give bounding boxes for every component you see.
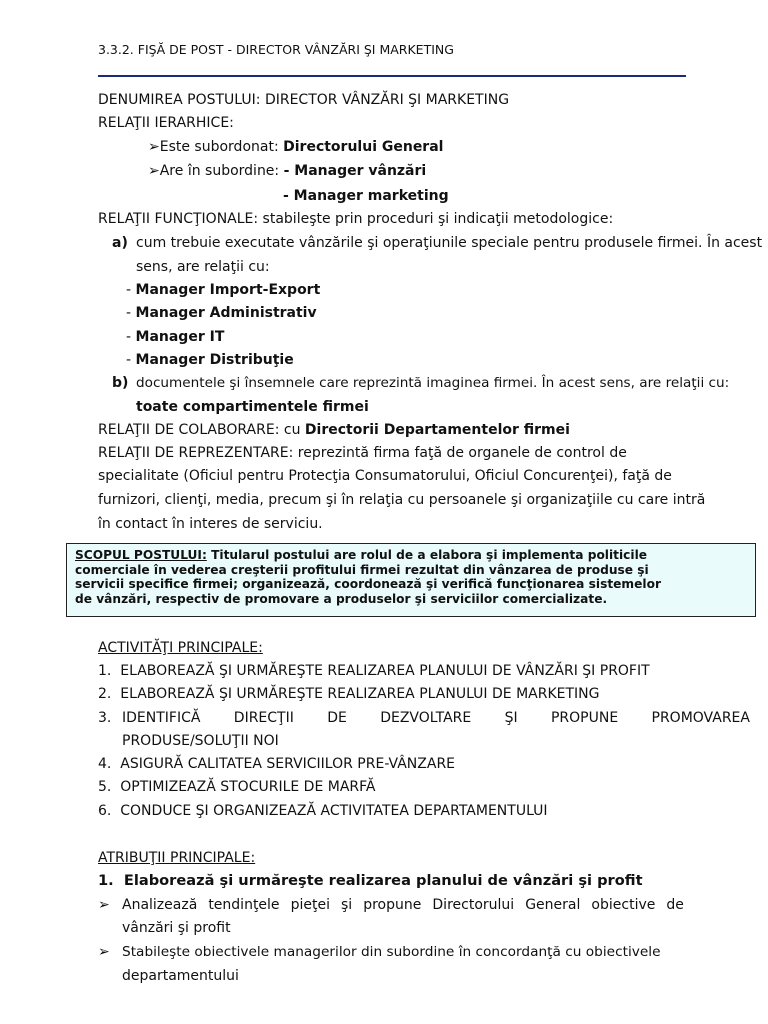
- job-title: DENUMIREA POSTULUI: DIRECTOR VÂNZĂRI ŞI MARKETING: [98, 92, 510, 108]
- representation-line-4: în contact în interes de serviciu.: [98, 516, 323, 532]
- word: şi: [341, 897, 353, 913]
- word: DEZVOLTARE: [380, 710, 472, 726]
- activity-item: 3.: [98, 710, 112, 726]
- word: tendinţele: [208, 897, 280, 913]
- bullet-icon: ➢: [98, 944, 110, 960]
- word: PROPUNE: [550, 710, 619, 726]
- scope-line-2: comerciale în vederea creşterii profitului firmei rezultat din vânzarea de produse şi: [75, 562, 649, 577]
- word: pieţei: [290, 897, 330, 913]
- word: PROMOVAREA: [651, 710, 750, 726]
- activity-3-words: [122, 708, 750, 728]
- word: DIRECŢII: [233, 710, 294, 726]
- functional-relations-intro: stabileşte prin proceduri şi indicaţii metodologice:: [258, 211, 614, 227]
- functional-relations-label: RELAŢII FUNCŢIONALE:: [98, 211, 259, 227]
- item-b-text: documentele şi însemnele care reprezintă imaginea firmei. În acest sens, are relaţii cu:: [136, 375, 730, 391]
- hierarchical-relations-label: RELAŢII IERARHICE:: [98, 115, 234, 131]
- collaboration-value: Directorii Departamentelor firmei: [304, 422, 570, 438]
- activity-item: 4. ASIGURĂ CALITATEA SERVICIILOR PRE-VÂNZARE: [98, 756, 456, 772]
- representation-line-3: furnizori, clienţi, media, precum şi în relaţia cu persoanele şi organizaţiile cu care intră: [98, 492, 706, 508]
- item-a-line-1: cum trebuie executate vânzările şi operaţiunile speciale pentru produsele firmei. În acest: [136, 235, 763, 251]
- scope-line-3: servicii specifice firmei; organizează, coordonează şi verifică funcţionarea sistemelor: [75, 577, 661, 591]
- word: Analizează: [122, 897, 198, 913]
- word: General: [525, 897, 581, 913]
- item-b-value: toate compartimentele firmei: [136, 399, 369, 415]
- word: de: [666, 897, 684, 913]
- attribution-sub-1-words: [122, 895, 684, 915]
- word: propune: [363, 897, 422, 913]
- activities-label: ACTIVITĂŢI PRINCIPALE:: [98, 640, 263, 656]
- functional-relations-row: [98, 209, 613, 229]
- has-under-value-1: - Manager vânzări: [283, 163, 427, 179]
- attribution-sub-2-line-2: departamentului: [122, 968, 239, 984]
- activity-3-line-2: PRODUSE/SOLUŢII NOI: [122, 733, 279, 749]
- attribution-item-1: 1. Elaborează şi urmăreşte realizarea planului de vânzări şi profit: [98, 872, 643, 889]
- activity-item: 1. ELABOREAZĂ ŞI URMĂREŞTE REALIZAREA PLANULUI DE VÂNZĂRI ŞI PROFIT: [98, 663, 650, 679]
- representation-label: RELAŢII DE REPREZENTARE:: [98, 445, 294, 461]
- marker-b: b): [112, 375, 129, 391]
- collaboration-row: [98, 420, 570, 440]
- scope-box: [66, 543, 756, 617]
- attribution-sub-1-line-1: [122, 895, 684, 915]
- subordinate-to-row: [148, 137, 443, 157]
- activity-item: 6. CONDUCE ŞI ORGANIZEAZĂ ACTIVITATEA DEPARTAMENTULUI: [98, 803, 548, 819]
- scope-line-4: de vânzări, respectiv de promovare a produselor şi serviciilor comercializate.: [75, 591, 608, 606]
- word: ŞI: [504, 710, 518, 726]
- word: Directorului: [432, 897, 515, 913]
- has-under-row: [148, 161, 426, 181]
- marker-a: a): [112, 235, 128, 251]
- has-under-prefix: ➢Are în subordine:: [148, 163, 284, 179]
- document-heading: 3.3.2. FIŞĂ DE POST - DIRECTOR VÂNZĂRI ŞI MARKETING: [98, 42, 454, 57]
- representation-line-1: reprezintă firma faţă de organele de control de: [293, 445, 627, 461]
- representation-row: [98, 443, 627, 463]
- scope-line-1: SCOPUL POSTULUI: Titularul postului are rolul de a elabora şi implementa politicile: [75, 548, 648, 562]
- has-under-value-2: - Manager marketing: [283, 188, 449, 204]
- subordinate-to-prefix: ➢Este subordonat:: [148, 139, 284, 155]
- bullet-icon: ➢: [98, 897, 110, 913]
- attribution-sub-1-line-2: vânzări şi profit: [122, 920, 231, 936]
- relation-item: - Manager Distribuţie: [126, 352, 294, 368]
- word: DE: [327, 710, 347, 726]
- scope-label: SCOPUL POSTULUI:: [75, 548, 207, 562]
- activity-item: 5. OPTIMIZEAZĂ STOCURILE DE MARFĂ: [98, 779, 376, 795]
- relation-item: - Manager Administrativ: [126, 305, 317, 321]
- item-a-line-2: sens, are relaţii cu:: [136, 259, 270, 275]
- collaboration-prefix: cu: [279, 422, 305, 438]
- attribution-sub-2-line-1: Stabileşte obiectivele managerilor din subordine în concordanţă cu obiectivele: [122, 944, 661, 960]
- word: IDENTIFICĂ: [122, 710, 201, 726]
- activity-item: 2. ELABOREAZĂ ŞI URMĂREŞTE REALIZAREA PLANULUI DE MARKETING: [98, 686, 600, 702]
- heading-rule: [98, 75, 686, 77]
- representation-line-2: specialitate (Oficiul pentru Protecţia Consumatorului, Oficiul Concurenţei), faţă de: [98, 468, 672, 484]
- activity-item-3-justified: [122, 708, 750, 728]
- relation-item: - Manager IT: [126, 329, 225, 345]
- collaboration-label: RELAŢII DE COLABORARE:: [98, 422, 280, 438]
- word: obiective: [591, 897, 656, 913]
- subordinate-to-value: Directorului General: [283, 139, 444, 155]
- relation-item: - Manager Import-Export: [126, 282, 321, 298]
- attributions-label: ATRIBUŢII PRINCIPALE:: [98, 850, 256, 866]
